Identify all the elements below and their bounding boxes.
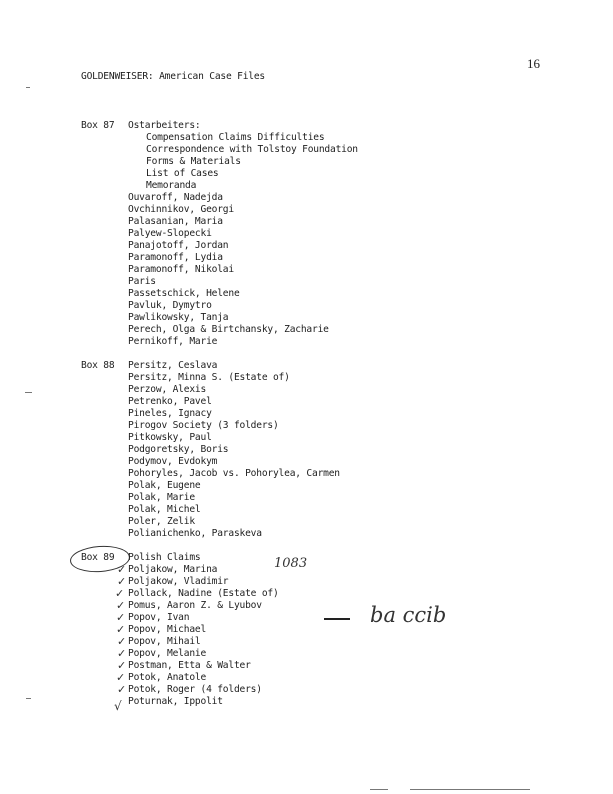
list-item: Pirogov Society (3 folders)	[128, 420, 279, 431]
page-number: 16	[527, 56, 540, 71]
list-item: Podymov, Evdokym	[128, 456, 218, 467]
list-item: Passetschick, Helene	[128, 288, 240, 299]
list-item: Petrenko, Pavel	[128, 396, 212, 407]
checkmark-icon: ✓	[116, 671, 126, 684]
list-item: Perzow, Alexis	[128, 384, 207, 395]
list-item: Palyew-Slopecki	[128, 228, 212, 239]
list-item: Polak, Michel	[128, 504, 201, 515]
list-item: Poturnak, Ippolit	[128, 696, 223, 707]
checkmark-icon: ✓	[116, 599, 126, 612]
list-item: Poljakow, Vladimir	[128, 576, 229, 587]
list-item: Ouvaroff, Nadejda	[128, 192, 223, 203]
list-item: Polish Claims	[128, 552, 201, 563]
list-item: Paramonoff, Lydia	[128, 252, 223, 263]
list-item: Polianichenko, Paraskeva	[128, 528, 262, 539]
list-item: Pitkowsky, Paul	[128, 432, 212, 443]
list-item: Poler, Zelik	[128, 516, 195, 527]
list-item: Persitz, Ceslava	[128, 360, 218, 371]
list-item: Paramonoff, Nikolai	[128, 264, 234, 275]
list-item: Correspondence with Tolstoy Foundation	[146, 144, 358, 155]
list-item: Panajotoff, Jordan	[128, 240, 229, 251]
list-item: Popov, Michael	[128, 624, 207, 635]
checkmark-icon: ✓	[115, 587, 125, 600]
checkmark-icon: ✓	[117, 575, 127, 588]
list-item: Popov, Melanie	[128, 648, 207, 659]
margin-speck	[26, 87, 30, 88]
handwritten-note: ba ccib	[370, 603, 447, 627]
list-item: Potok, Roger (4 folders)	[128, 684, 262, 695]
list-item: Poljakow, Marina	[128, 564, 218, 575]
list-item: Popov, Mihail	[128, 636, 201, 647]
checkmark-icon: ✓	[117, 683, 127, 696]
list-item: Pavluk, Dymytro	[128, 300, 212, 311]
checkmark-icon: ✓	[117, 647, 127, 660]
handwritten-dash	[324, 618, 350, 620]
list-item: Paris	[128, 276, 156, 287]
checkmark-icon: ✓	[116, 611, 126, 624]
list-item: Potok, Anatole	[128, 672, 207, 683]
list-item: Memoranda	[146, 180, 197, 191]
checkmark-icon: √	[114, 699, 122, 713]
list-item: Palasanian, Maria	[128, 216, 223, 227]
list-item: Pineles, Ignacy	[128, 408, 212, 419]
margin-speck	[25, 392, 32, 393]
list-item: Polak, Eugene	[128, 480, 201, 491]
list-item: Pawlikowsky, Tanja	[128, 312, 229, 323]
list-item: Pohoryles, Jacob vs. Pohorylea, Carmen	[128, 468, 340, 479]
list-item: Pollack, Nadine (Estate of)	[128, 588, 279, 599]
margin-speck	[26, 698, 31, 699]
list-item: Perech, Olga & Birtchansky, Zacharie	[128, 324, 329, 335]
checkmark-icon: ✓	[117, 563, 127, 576]
checkmark-icon: ✓	[117, 659, 127, 672]
checkmark-icon: ✓	[117, 635, 127, 648]
list-item: Forms & Materials	[146, 156, 241, 167]
list-item: Ostarbeiters:	[128, 120, 201, 131]
box-89-label: Box 89	[81, 552, 115, 563]
page-header: GOLDENWEISER: American Case Files	[81, 71, 266, 82]
list-item: Polak, Marie	[128, 492, 195, 503]
handwritten-number: 1083	[274, 556, 308, 571]
list-item: Popov, Ivan	[128, 612, 190, 623]
margin-speck	[370, 789, 388, 790]
list-item: Persitz, Minna S. (Estate of)	[128, 372, 290, 383]
list-item: Pomus, Aaron Z. & Lyubov	[128, 600, 262, 611]
box-87-label: Box 87	[81, 120, 115, 131]
checkmark-icon: ✓	[116, 623, 126, 636]
list-item: Ovchinnikov, Georgi	[128, 204, 234, 215]
list-item: Compensation Claims Difficulties	[146, 132, 325, 143]
list-item: Postman, Etta & Walter	[128, 660, 251, 671]
margin-speck	[410, 789, 530, 790]
box-88-label: Box 88	[81, 360, 115, 371]
list-item: List of Cases	[146, 168, 219, 179]
list-item: Podgoretsky, Boris	[128, 444, 229, 455]
list-item: Pernikoff, Marie	[128, 336, 218, 347]
